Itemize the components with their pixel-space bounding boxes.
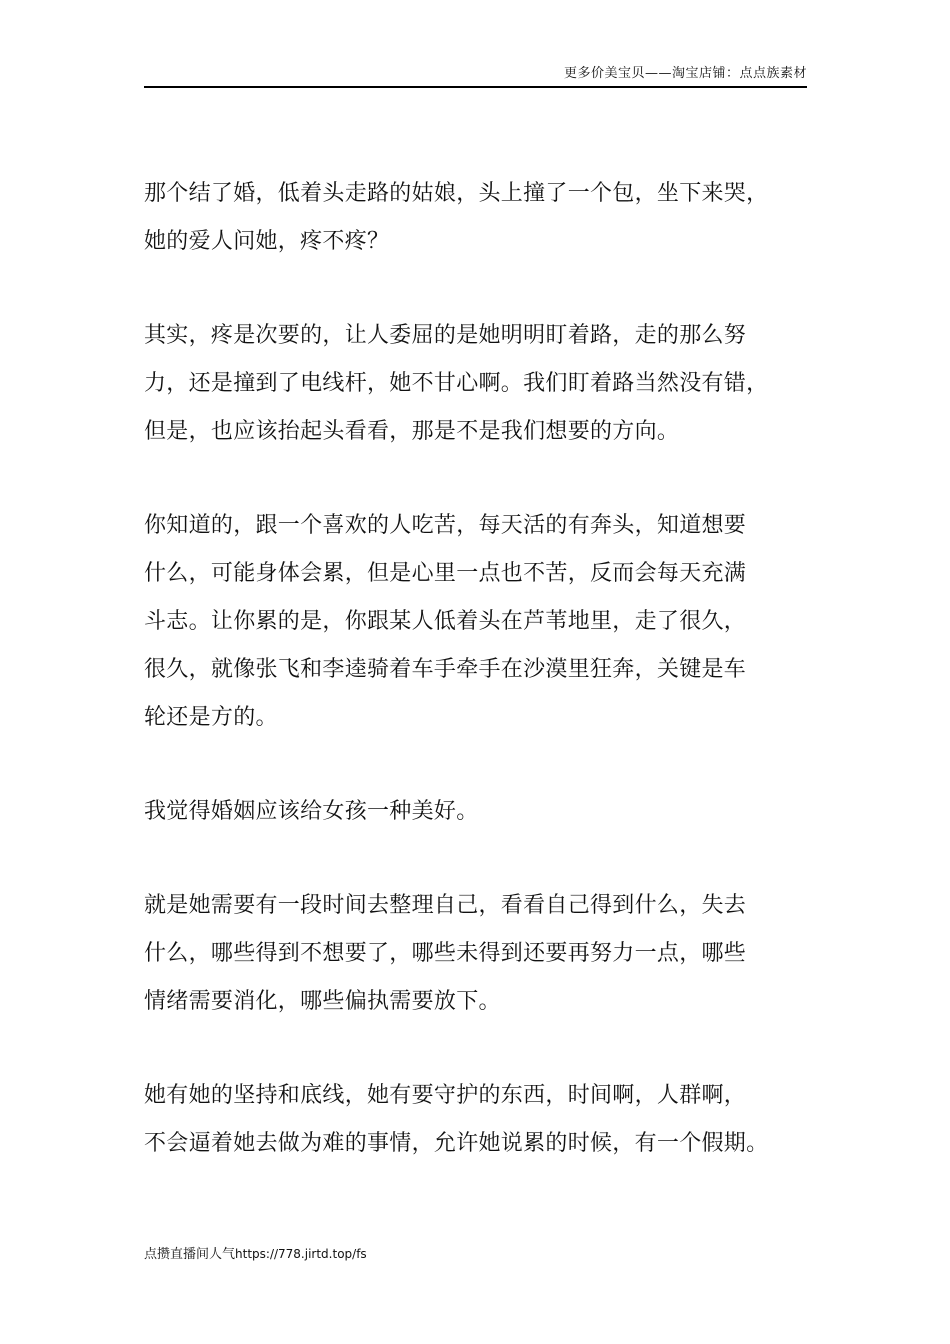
footer-label: 点攒直播间人气 [144, 1247, 236, 1262]
paragraph-line: 力，还是撞到了电线杆，她不甘心啊。我们盯着路当然没有错， [144, 371, 769, 396]
header-text: 更多价美宝贝——淘宝店铺：点点族素材 [563, 66, 807, 81]
paragraph-4 [144, 788, 824, 836]
paragraph-6 [144, 1072, 824, 1168]
paragraph-line: 她的爱人问她，疼不疼？ [144, 229, 390, 254]
paragraph-3 [144, 502, 824, 742]
paragraph-line: 不会逼着她去做为难的事情，允许她说累的时候，有一个假期。 [144, 1131, 769, 1156]
paragraph-line: 很久，就像张飞和李逵骑着车手牵手在沙漠里狂奔，关键是车 [144, 657, 747, 682]
paragraph-line: 斗志。让你累的是，你跟某人低着头在芦苇地里，走了很久， [144, 609, 747, 634]
paragraph-line: 其实，疼是次要的，让人委屈的是她明明盯着路，走的那么努 [144, 323, 747, 348]
page-header [144, 64, 807, 88]
paragraph-line: 轮还是方的。 [144, 705, 278, 730]
paragraph-1 [144, 170, 824, 266]
paragraph-5 [144, 882, 824, 1026]
paragraph-line: 她有她的坚持和底线，她有要守护的东西，时间啊，人群啊， [144, 1083, 747, 1108]
paragraph-line: 你知道的，跟一个喜欢的人吃苦，每天活的有奔头，知道想要 [144, 513, 747, 538]
paragraph-line: 什么，哪些得到不想要了，哪些未得到还要再努力一点，哪些 [144, 941, 747, 966]
paragraph-line: 就是她需要有一段时间去整理自己，看看自己得到什么，失去 [144, 893, 747, 918]
paragraph-line: 什么，可能身体会累，但是心里一点也不苦，反而会每天充满 [144, 561, 747, 586]
paragraph-line: 但是，也应该抬起头看看，那是不是我们想要的方向。 [144, 419, 680, 444]
paragraph-line: 我觉得婚姻应该给女孩一种美好。 [144, 799, 479, 824]
page-footer [144, 1246, 367, 1263]
article-body [144, 170, 824, 1214]
paragraph-line: 那个结了婚，低着头走路的姑娘，头上撞了一个包，坐下来哭， [144, 181, 769, 206]
paragraph-2 [144, 312, 824, 456]
paragraph-line: 情绪需要消化，哪些偏执需要放下。 [144, 989, 501, 1014]
footer-link[interactable]: https://778.jirtd.top/fs [235, 1247, 367, 1261]
